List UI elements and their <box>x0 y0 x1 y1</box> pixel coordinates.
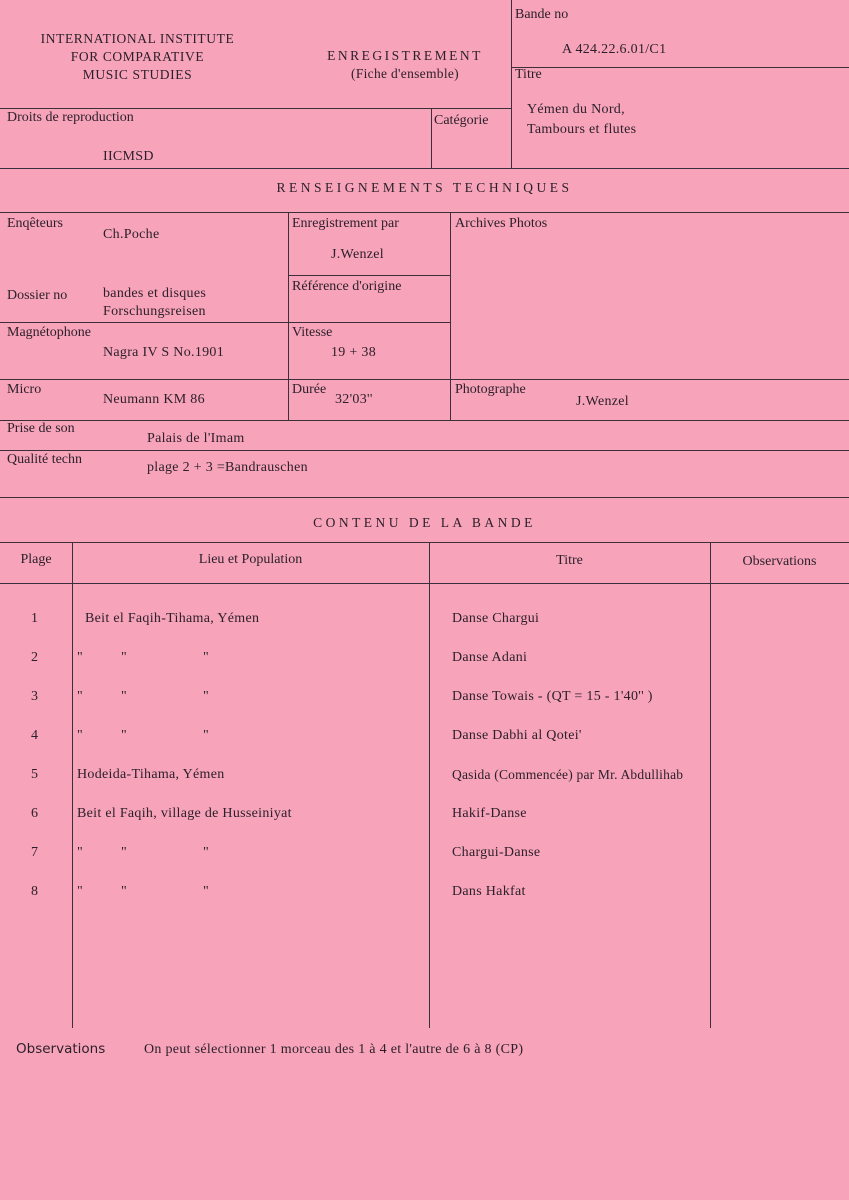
table-row-plage: 7 <box>31 845 39 860</box>
rule <box>0 420 849 421</box>
table-row-lieu[interactable]: Beit el Faqih, village de Husseiniyat <box>77 806 292 821</box>
column-header-observations: Observations <box>742 554 817 569</box>
rule <box>511 67 849 68</box>
rule <box>0 379 849 380</box>
rule <box>0 497 849 498</box>
photographe-label: Photographe <box>455 382 526 397</box>
institute-line: INTERNATIONAL INSTITUTE <box>40 31 235 46</box>
rule <box>0 108 511 109</box>
rule <box>0 542 849 543</box>
table-row-lieu[interactable]: " " " <box>77 650 210 665</box>
enregistrement-label: Enregistrement par <box>292 216 399 231</box>
dossier-line: Forschungsreisen <box>103 304 206 319</box>
enqueteurs-value[interactable]: Ch.Poche <box>103 227 160 242</box>
rule <box>288 275 450 276</box>
titre-label: Titre <box>515 67 542 82</box>
observations-label: Observations <box>16 1041 106 1057</box>
titre-value[interactable] <box>527 100 636 140</box>
table-row-plage: 3 <box>31 689 39 704</box>
table-row-titre[interactable]: Hakif-Danse <box>452 806 527 821</box>
table-row-plage: 1 <box>31 611 39 626</box>
table-row-lieu[interactable]: Beit el Faqih-Tihama, Yémen <box>85 611 260 626</box>
bande-no-label: Bande no <box>515 7 569 22</box>
vitesse-value[interactable]: 19 + 38 <box>331 345 376 360</box>
contents-section-title: CONTENU DE LA BANDE <box>313 515 536 530</box>
form-title-block <box>300 47 510 83</box>
droits-value[interactable]: IICMSD <box>103 149 154 164</box>
institute-line: MUSIC STUDIES <box>82 67 193 82</box>
dossier-line: bandes et disques <box>103 286 207 301</box>
column-header-plage: Plage <box>20 552 52 567</box>
table-row-lieu[interactable]: " " " <box>77 845 210 860</box>
rule <box>431 108 432 168</box>
duree-value[interactable]: 32'03'' <box>335 392 373 407</box>
duree-label: Durée <box>292 382 327 397</box>
qualite-label: Qualité techn <box>7 452 83 467</box>
prise-de-son-value[interactable]: Palais de l'Imam <box>147 431 245 446</box>
table-row-titre[interactable]: Danse Towais - (QT = 15 - 1'40'' ) <box>452 689 653 704</box>
table-row-plage: 6 <box>31 806 39 821</box>
table-row-plage: 8 <box>31 884 39 899</box>
bande-no-value[interactable]: A 424.22.6.01/C1 <box>562 42 667 57</box>
magnetophone-label: Magnétophone <box>7 325 91 340</box>
table-row-plage: 5 <box>31 767 39 782</box>
table-row-titre[interactable]: Dans Hakfat <box>452 884 526 899</box>
vitesse-label: Vitesse <box>292 325 333 340</box>
rule <box>511 0 512 168</box>
table-row-lieu[interactable]: Hodeida-Tihama, Yémen <box>77 767 225 782</box>
table-row-lieu[interactable]: " " " <box>77 728 210 743</box>
institute-line: FOR COMPARATIVE <box>70 49 205 64</box>
droits-label: Droits de reproduction <box>7 110 134 125</box>
titre-line: Yémen du Nord, <box>527 102 625 117</box>
institute-name <box>0 30 275 84</box>
table-row-titre[interactable]: Danse Adani <box>452 650 528 665</box>
rule <box>710 542 711 1028</box>
table-row-titre[interactable]: Qasida (Commencée) par Mr. Abdullihab <box>452 767 684 782</box>
form-subtitle: (Fiche d'ensemble) <box>351 66 459 81</box>
qualite-value[interactable]: plage 2 + 3 =Bandrauschen <box>147 460 308 475</box>
photographe-value[interactable]: J.Wenzel <box>576 394 629 409</box>
enregistrement-value[interactable]: J.Wenzel <box>331 247 384 262</box>
titre-line: Tambours et flutes <box>527 122 637 137</box>
magnetophone-value[interactable]: Nagra IV S No.1901 <box>103 345 225 360</box>
rule <box>0 322 450 323</box>
table-row-plage: 4 <box>31 728 39 743</box>
rule <box>288 212 289 420</box>
dossier-value[interactable] <box>103 285 206 321</box>
table-row-plage: 2 <box>31 650 39 665</box>
table-row-titre[interactable]: Danse Dabhi al Qotei' <box>452 728 582 743</box>
rule <box>429 542 430 1028</box>
rule <box>0 450 849 451</box>
micro-label: Micro <box>7 382 42 397</box>
dossier-label: Dossier no <box>7 288 68 303</box>
rule <box>72 542 73 1028</box>
categorie-label: Catégorie <box>434 113 489 128</box>
archives-photos-label: Archives Photos <box>455 216 548 231</box>
prise-de-son-label: Prise de son <box>7 421 75 436</box>
reference-label: Référence d'origine <box>292 279 402 294</box>
column-header-titre: Titre <box>556 553 583 568</box>
micro-value[interactable]: Neumann KM 86 <box>103 392 205 407</box>
rule <box>0 583 849 584</box>
table-row-lieu[interactable]: " " " <box>77 884 210 899</box>
rule <box>0 168 849 169</box>
observations-value[interactable]: On peut sélectionner 1 morceau des 1 à 4 et l'autre de 6 à 8 (CP) <box>144 1042 524 1057</box>
table-row-titre[interactable]: Chargui-Danse <box>452 845 541 860</box>
technical-section-title: RENSEIGNEMENTS TECHNIQUES <box>276 180 573 195</box>
form-title: ENREGISTREMENT <box>327 48 483 63</box>
column-header-lieu: Lieu et Population <box>198 552 303 567</box>
rule <box>0 212 849 213</box>
table-row-lieu[interactable]: " " " <box>77 689 210 704</box>
table-row-titre[interactable]: Danse Chargui <box>452 611 540 626</box>
rule <box>450 212 451 420</box>
enqueteurs-label: Enqêteurs <box>7 216 63 231</box>
